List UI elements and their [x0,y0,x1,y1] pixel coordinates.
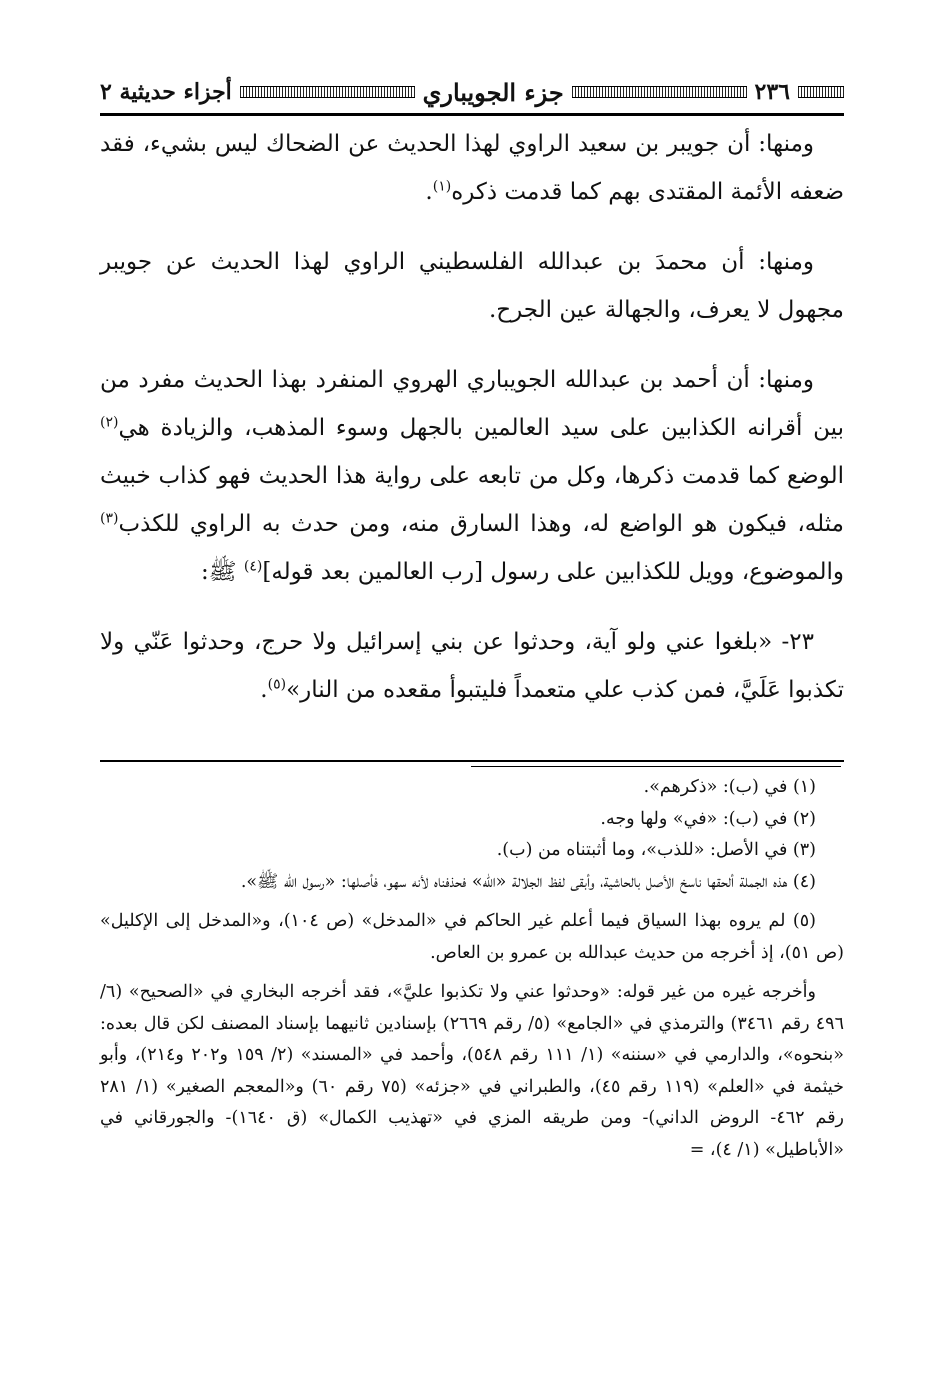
text-rule [100,760,844,762]
footnote-3: (٣) في الأصل: «للذب»، وما أثبتناه من (ب). [496,840,816,860]
series-title: أجزاء حديثية ٢ [99,79,232,105]
main-text [100,120,844,714]
header-ornament-middle-left [240,86,415,98]
paragraph-text: ومنها: أن أحمد بن عبدالله الجويباري الهروي المنفرد بهذا الحديث مفرد من بين أقرانه الكذابين على سيد العالمين بالجهل وسوء المذهب، والزيادة هي [100,367,844,441]
footnote-4: (٤) هذه الجملة ألحقها ناسخ الأصل بالحاشية، وأبقى لفظ الجلالة «الله» فحذفناه لأنه سهو، فأصلها: «رسول الله ﷺ». [240,871,816,892]
paragraph-text: ﷺ: [201,559,244,585]
paragraph-juwaybir [100,120,844,216]
footnote-ref: (٣) [100,510,119,527]
footnote-ref: (٥) [267,676,287,693]
paragraph-ahmad [100,356,844,596]
paragraph-text: والموضوع، وويل للكذابين على رسول [رب العالمين بعد قوله] [262,559,844,585]
footnote-5: (٥) لم يروه بهذا السياق فيما أعلم غير الحاكم في «المدخل» (ص ١٠٤)، و«المدخل إلى الإكليل» (ص ٥١)، إذ أخرجه من حديث عبدالله بن عمرو بن العاص. [100,911,844,963]
page-number: ٢٣٦ [754,79,790,105]
footnote-ref: (٤) [243,558,263,575]
footnote-2: (٢) في (ب): «في» ولها وجه. [600,808,816,829]
footnote-ref: (٢) [100,414,119,431]
hadith-text: ٢٣- «بلغوا عني ولو آية، وحدثوا عن بني إسرائيل ولا حرج، وحدثوا عَنّي ولا تكذبوا عَلَيَّ، فمن كذب علي متعمداً فليتبوأ مقعده من النار» [100,629,844,703]
footnote-separator [471,766,841,767]
paragraph-text: . [425,179,433,205]
header-ornament-middle-right [572,86,747,98]
footnote-5-continued: وأخرجه غيره من غير قوله: «وحدثوا عني ولا تكذبوا عليَّ»، فقد أخرجه البخاري في «الصحيح» (٦/ ٤٩٦ رقم ٣٤٦١) والترمذي في «الجامع» (٥/ رقم ٢٦٦٩) بإسنادين ثانيهما بإسناد المصنف لكن قال بعده: «بنحوه»، والدارمي في «سننه» (١/ ١١١ رقم ٥٤٨)، وأحمد في «المسند» (٢/ ١٥٩ و٢٠٢ و٢١٤)، وأبو خيثمة في «العلم» (١١٩ رقم ٤٥)، والطبراني في «جزئه» (٧٥ رقم ٦٠) و«المعجم الصغير» (١/ ٢٨١ رقم ٤٦٢- الروض الداني)- ومن طريقه المزي في «تهذيب الكمال» (ق ١٦٤٠)- والجورقاني في «الأباطيل» (١/ ٤)، = [100,982,845,1160]
paragraph-text: الوضع كما قدمت ذكرها، وكل من تابعه على رواية هذا الحديث فهو كذاب خبيث مثله، فيكون هو الواضع له، وهذا السارق منه، ومن حدث به الراوي للكذب [100,463,844,537]
paragraph-text: . [260,677,268,703]
hadith-23 [100,618,844,714]
running-header [100,72,844,112]
header-rule [100,113,844,116]
paragraph-text: ومنها: أن جويبر بن سعيد الراوي لهذا الحديث عن الضحاك ليس بشيء، فقد ضعفه الأئمة المقتدى بهم كما قدمت ذكره [100,131,844,205]
paragraph-muhammad: ومنها: أن محمدَ بن عبدالله الفلسطيني الراوي لهذا الحديث عن جويبر مجهول لا يعرف، والجهالة عين الجرح. [100,249,844,323]
book-title: جزء الجويباري [422,77,564,107]
footnotes [100,772,844,1166]
footnote-1: (١) في (ب): «ذكرهم». [643,777,816,797]
footnote-ref: (١) [432,178,452,195]
header-ornament-right [798,86,844,98]
